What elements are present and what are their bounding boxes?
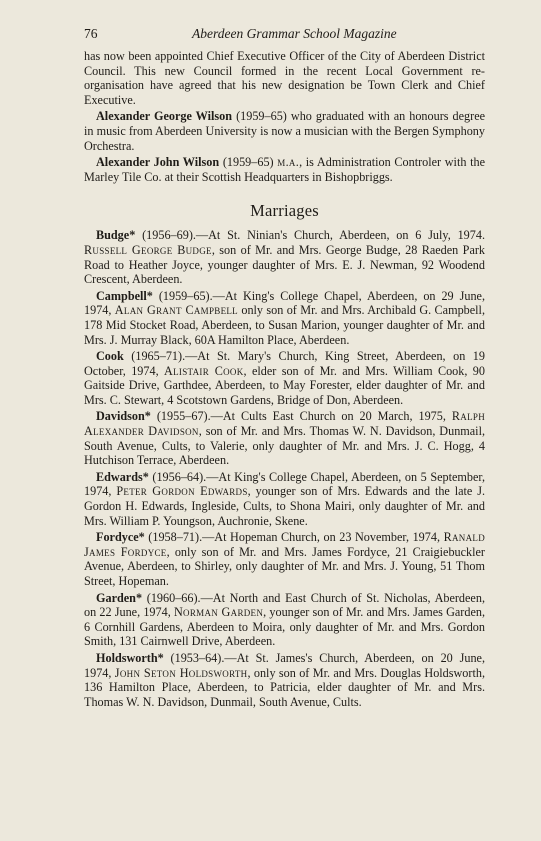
- notice-text: who graduated with an honours degree in music from Aberdeen University is now a musician with the Bergen Symphony Orchestra.: [84, 109, 486, 153]
- entry-lead: (1959–65).—At King's College Chapel, Aberdeen, on 29 June, 1974,: [84, 288, 485, 318]
- entry-lead: (1956–69).—At St. Ninian's Church, Aberdeen, on 6 July, 1974.: [135, 228, 485, 243]
- entry-groom: Alistair Cook: [164, 363, 244, 378]
- notice-years: (1959–65): [232, 109, 287, 124]
- section-heading: Marriages: [250, 201, 319, 221]
- notice-entry: [84, 155, 485, 184]
- publication-title: Aberdeen Grammar School Magazine: [192, 26, 397, 41]
- entry-surname: Edwards*: [96, 469, 149, 484]
- entry-groom: Ranald James Fordyce: [84, 530, 485, 559]
- notice-text: , is Administration Controler with the Marley Tile Co. at their Scottish Headquarters in Bishopbriggs.: [84, 155, 485, 184]
- entry-groom: Peter Gordon Edwards: [116, 484, 248, 499]
- entry-rest: only son of Mr. and Mrs. Archibald G. Campbell, 178 Mid Stocket Road, Aberdeen, to Susan Marion, younger daughter of Mr. and Mrs. J. Murray Black, 60A Hamilton Place, Aberdeen.: [84, 303, 485, 347]
- entry-groom: Ralph Alexander Davidson: [84, 409, 485, 439]
- marriage-entry: [84, 289, 485, 347]
- entry-rest: , only son of Mr. and Mrs. James Fordyce, 21 Craigiebuckler Avenue, Aberdeen, to Shirley, only daughter of Mr. and Mrs. J. Young, 51 Thom Street, Hopeman.: [84, 544, 485, 588]
- marriage-entry: [84, 228, 485, 286]
- entry-surname: Campbell*: [96, 288, 153, 303]
- entry-surname: Holdsworth*: [96, 650, 164, 665]
- entry-lead: (1960–66).—At North and East Church of St. Nicholas, Aberdeen, on 22 June, 1974,: [84, 590, 485, 620]
- page-number: 76: [84, 26, 98, 41]
- entry-lead: (1958–71).—At Hopeman Church, on 23 November, 1974,: [144, 530, 444, 545]
- notices-block: [84, 49, 485, 184]
- entry-lead: (1956–64).—At King's College Chapel, Aberdeen, on 5 September, 1974,: [84, 469, 485, 499]
- entry-groom: Norman Garden: [173, 605, 264, 620]
- entry-groom: John Seton Holdsworth: [114, 665, 248, 680]
- entry-lead: (1953–64).—At St. James's Church, Aberdeen, on 20 June, 1974,: [84, 650, 485, 680]
- notice-entry: [84, 109, 485, 153]
- marriage-entry: [84, 349, 485, 407]
- continued-paragraph: has now been appointed Chief Executive Officer of the City of Aberdeen District Council. This new Council formed in the recent Local Government re-organisation have agreed that his new designation be Town Clerk and Chief Executive.: [84, 49, 485, 107]
- entry-rest: , only son of Mr. and Mrs. Douglas Holdsworth, 136 Hamilton Place, Aberdeen, to Patricia, elder daughter of Mr. and Mrs. Thomas W. N. Davidson, Dunmail, South Avenue, Cults.: [84, 665, 485, 709]
- entry-surname: Fordyce*: [96, 530, 145, 545]
- entry-lead: (1955–67).—At Cults East Church on 20 March, 1975,: [150, 409, 452, 424]
- entry-surname: Budge*: [96, 228, 136, 243]
- entry-rest: , son of Mr. and Mrs. George Budge, 28 Raeden Park Road to Heather Joyce, younger daughter of Mrs. E. J. Newman, 92 Woodend Crescent, Aberdeen.: [84, 242, 486, 287]
- entry-rest: , younger son of Mrs. Edwards and the late J. Gordon H. Edwards, Ingleside, Cults, to Shona Mairi, only daughter of Mr. and Mrs. William P. Youngson, Auchronie, Skene.: [84, 484, 486, 528]
- marriage-entry: [84, 530, 485, 588]
- entry-groom: Alan Grant Campbell: [114, 303, 238, 318]
- entry-rest: , elder son of Mr. and Mrs. William Cook, 90 Gaitside Drive, Garthdee, Aberdeen, to May Forester, elder daughter of Mr. and Mrs. C. Stewart, 4 Scotstown Gardens, Bridge of Don, Aberdeen.: [84, 363, 485, 407]
- entry-rest: , younger son of Mr. and Mrs. James Garden, 6 Cornhill Gardens, Aberdeen to Moira, only daughter of Mr. and Mrs. Gordon Smith, 131 Cairnwell Drive, Aberdeen.: [84, 605, 485, 649]
- marriage-entry: [84, 409, 485, 467]
- entry-surname: Davidson*: [96, 409, 151, 424]
- marriage-entry: [84, 651, 485, 709]
- notice-degree: m.a.: [277, 155, 300, 170]
- entry-groom: Russell George Budge: [84, 242, 212, 257]
- notice-name: Alexander John Wilson: [96, 155, 220, 170]
- entry-surname: Garden*: [96, 590, 143, 605]
- notice-years: (1959–65): [219, 155, 278, 170]
- notice-name: Alexander George Wilson: [96, 109, 233, 124]
- marriages-list: [84, 228, 485, 709]
- marriage-entry: [84, 591, 485, 649]
- entry-lead: (1965–71).—At St. Mary's Church, King Street, Aberdeen, on 19 October, 1974,: [84, 349, 485, 378]
- entry-surname: Cook: [96, 349, 124, 364]
- entry-rest: , son of Mr. and Mrs. Thomas W. N. Davidson, Dunmail, South Avenue, Cults, to Valerie, only daughter of Mr. and Mrs. J. C. Hogg, 4 Hutchison Terrace, Aberdeen.: [84, 424, 485, 468]
- running-head: [84, 26, 485, 42]
- marriage-entry: [84, 470, 485, 528]
